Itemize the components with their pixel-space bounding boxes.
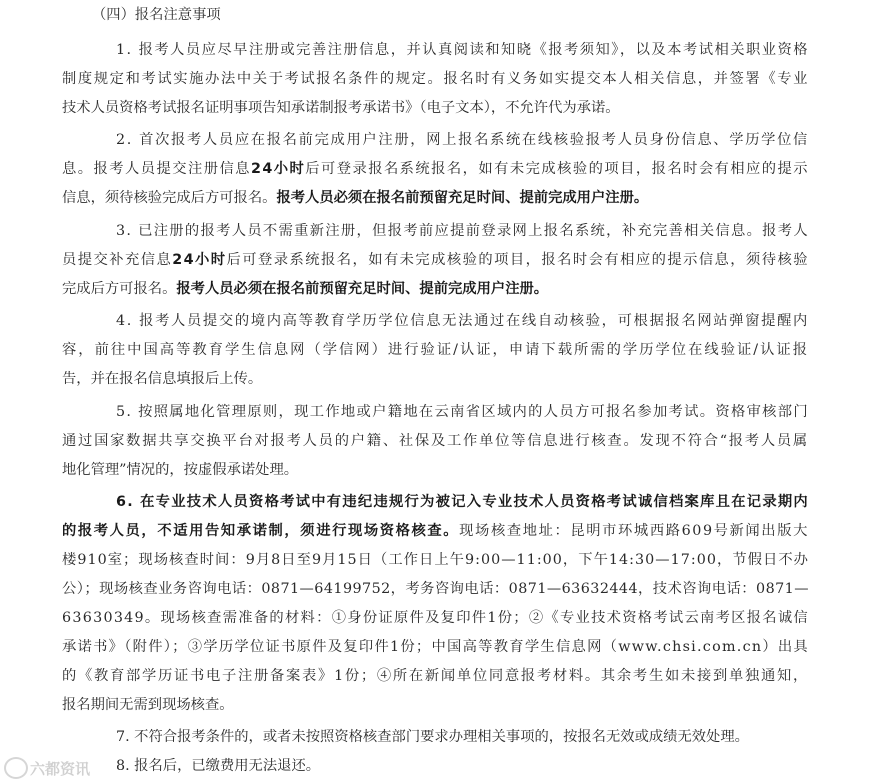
p1-line [62, 98, 620, 118]
bold-text: 报考人员必须在报名前预留充足时间、提前完成用户注册。 [276, 190, 649, 206]
p5-line [116, 402, 809, 422]
bold-text: 24小时 [172, 252, 227, 268]
p1-line [116, 40, 809, 60]
p5-line [62, 431, 809, 451]
p2-line [62, 159, 809, 179]
p3-line [116, 221, 809, 241]
text-run: 信息，须待核验完成后方可报名。 [62, 190, 277, 206]
text-run: 员提交补充信息 [62, 252, 173, 268]
p6-line [62, 637, 809, 657]
watermark-text: 六都资讯 [30, 760, 91, 778]
p4-line [116, 311, 809, 331]
text-run: 完成后方可报名。 [62, 281, 177, 297]
p4-line [62, 369, 262, 389]
text-run: 承诺书》（附件）；③学历学位证书原件及复印件1份；中国高等教育学生信息网（www.chsi.com.cn）出具 [62, 639, 809, 655]
text-run: 1. 报考人员应尽早注册或完善注册信息，并认真阅读和知晓《报考须知》，以及本考试相关职业资格 [116, 42, 810, 58]
section-heading: （四）报名注意事项 [92, 7, 221, 23]
p2-line [62, 188, 648, 208]
p7-line [116, 727, 749, 747]
p1-line [62, 69, 809, 89]
text-run: 技术人员资格考试报名证明事项告知承诺制报考承诺书》（电子文本），不允许代为承诺。 [62, 100, 620, 116]
bold-text: 6. 在专业技术人员资格考试中有违纪违规行为被记入专业技术人员资格考试诚信档案库且在记录期内 [116, 494, 809, 510]
watermark [0, 753, 120, 781]
text-run: 制度规定和考试实施办法中关于考试报名条件的规定。报名时有义务如实提交本人相关信息，并签署《专业 [62, 71, 810, 87]
text-run: 现场核查地址：昆明市环城西路609号新闻出版大 [459, 523, 809, 539]
p6-line [62, 521, 809, 541]
text-run: 4. 报考人员提交的境内高等教育学历学位信息无法通过在线自动核验，可根据报名网站弹窗提醒内 [116, 313, 809, 329]
p6-line [62, 608, 809, 628]
text-run: 公）；现场核查业务咨询电话：0871—64199752，考务咨询电话：0871—63632444，技术咨询电话：0871— [62, 581, 809, 597]
p7-line [116, 756, 320, 776]
text-run: 后可登录报名系统报名，如有未完成核验的项目，报名时会有相应的提示 [305, 161, 810, 177]
text-run: 地化管理”情况的，按虚假承诺处理。 [62, 462, 299, 478]
chat-bubble-icon [4, 757, 28, 779]
p3-line [62, 279, 548, 299]
text-run: 报名期间无需到现场核查。 [62, 697, 234, 713]
text-run: 的《教育部学历证书电子注册备案表》1份；④所在新闻单位同意报考材料。其余考生如未接到单独通知， [62, 668, 809, 684]
text-run: 2. 首次报考人员应在报名前完成用户注册，网上报名系统在线核验报考人员身份信息、学历学位信 [116, 132, 809, 148]
text-run: 息。报考人员提交注册信息 [62, 161, 251, 177]
p6-line [62, 579, 809, 599]
p6-line [62, 666, 809, 686]
text-run: 告，并在报名信息填报后上传。 [62, 371, 263, 387]
p6-line [116, 492, 809, 512]
p2-line [116, 130, 809, 150]
text-run: 7. 不符合报考条件的，或者未按照资格核查部门要求办理相关事项的，按报名无效或成绩无效处理。 [116, 729, 749, 745]
p5-line [62, 460, 298, 480]
text-run: 容，前往中国高等教育学生信息网（学信网）进行验证/认证，申请下载所需的学历学位在线验证/认证报 [62, 342, 809, 358]
text-run: 楼910室；现场核查时间：9月8日至9月15日（工作日上午9:00—11:00，下午14:30—17:00，节假日不办 [62, 552, 809, 568]
p6-line [62, 550, 809, 570]
bold-text: 24小时 [250, 161, 306, 177]
text-run: 后可登录系统报名，如有未完成核验的项目，报名时会有相应的提示信息，须待核验 [226, 252, 810, 268]
p6-line [62, 695, 234, 715]
text-run: 63630349。现场核查需准备的材料：①身份证原件及复印件1份；②《专业技术资格考试云南考区报名诚信 [62, 610, 809, 626]
text-run: 5. 按照属地化管理原则，现工作地或户籍地在云南省区域内的人员方可报名参加考试。资格审核部门 [116, 404, 809, 420]
bold-text: 的报考人员，不适用告知承诺制，须进行现场资格核查。 [62, 523, 460, 539]
text-run: 通过国家数据共享交换平台对报考人员的户籍、社保及工作单位等信息进行核查。发现不符合“报考人员属 [62, 433, 809, 449]
text-run: 8. 报名后，已缴费用无法退还。 [116, 758, 321, 774]
p4-line [62, 340, 809, 360]
text-run: 3. 已注册的报考人员不需重新注册，但报考前应提前登录网上报名系统，补充完善相关信息。报考人 [116, 223, 809, 239]
p3-line [62, 250, 809, 270]
bold-text: 报考人员必须在报名前预留充足时间、提前完成用户注册。 [176, 281, 549, 297]
